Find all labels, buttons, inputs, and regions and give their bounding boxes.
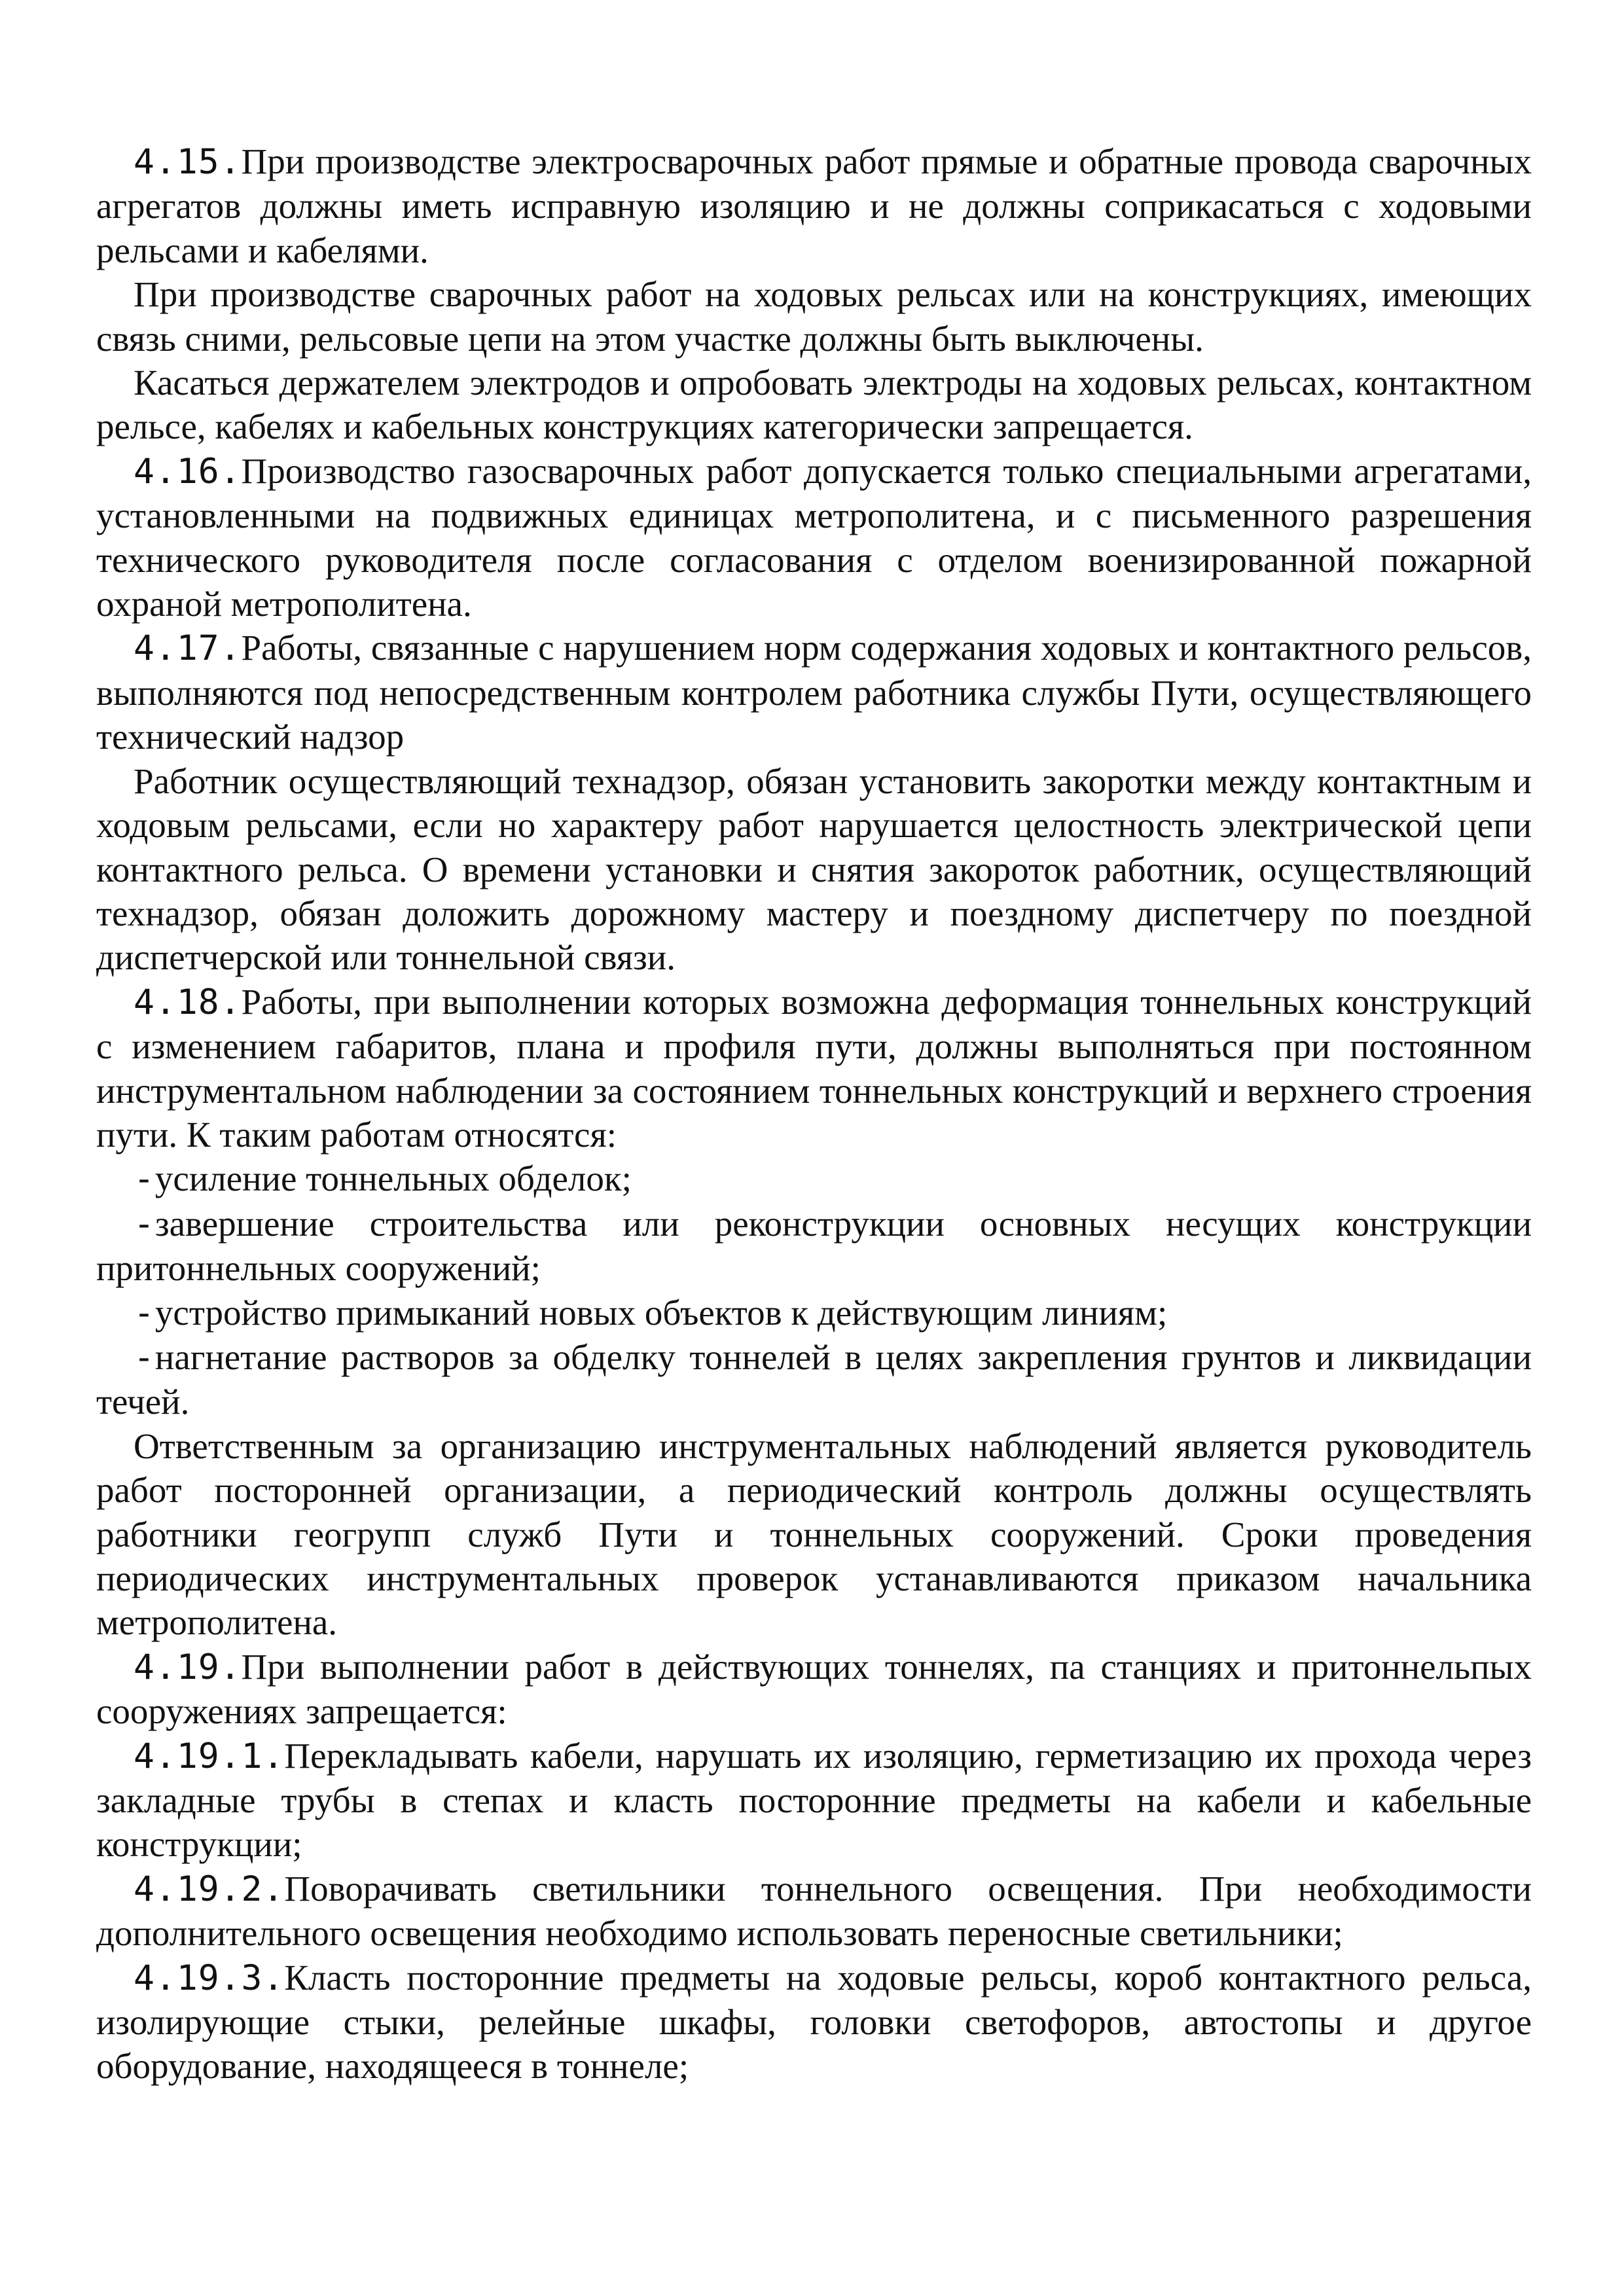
clause-number: 4.19.3. xyxy=(134,1958,285,1998)
clause-number: 4.19.2. xyxy=(134,1869,285,1909)
clause-number: 4.15. xyxy=(134,142,242,182)
paragraph-technical-supervisor xyxy=(96,759,1532,980)
list-item-lining-reinforcement xyxy=(96,1157,1532,1201)
list-item-text: завершение строительства или реконструкции основных несущих конструкции притоннельных сооружений; xyxy=(96,1203,1532,1289)
list-item-construction-completion xyxy=(96,1202,1532,1291)
paragraph-text: Поворачивать светильники тоннельного освещения. При необходимости дополнительного освещения необходимо использовать переносные светильники; xyxy=(96,1868,1532,1954)
list-item-text: усиление тоннельных обделок; xyxy=(154,1158,632,1199)
list-item-grout-injection xyxy=(96,1335,1532,1424)
paragraph-text: Производство газосварочных работ допускается только специальными агрегатами, установленными на подвижных единицах метрополитена, и с письменного разрешения технического руководителя после согласования с отделом военизированной пожарной охраной метрополитена. xyxy=(96,450,1532,624)
paragraph-electrode-holder xyxy=(96,361,1532,449)
paragraph-text: При выполнении работ в действующих тоннелях, па станциях и притоннельпых сооружениях запрещается: xyxy=(96,1646,1532,1732)
paragraph-responsible-person xyxy=(96,1424,1532,1645)
paragraph-text: Работник осуществляющий технадзор, обязан установить закоротки между контактным и ходовым рельсами, если но характеру работ нарушается целостность электрической цепи контактного рельса. О времени установки и снятия закороток работник, осуществляющий технадзор, обязан доложить дорожному мастеру и поездному диспетчеру по поездной диспетчерской или тоннельной связи. xyxy=(96,761,1532,978)
paragraph-text: Класть посторонние предметы на ходовые рельсы, короб контактного рельса, изолирующие стыки, релейные шкафы, головки светофоров, автостопы и другое оборудование, находящееся в тоннеле; xyxy=(96,1957,1532,2087)
clause-number: 4.19. xyxy=(134,1647,242,1687)
clause-number: 4.18. xyxy=(134,982,242,1022)
paragraph-text: Ответственным за организацию инструментальных наблюдений является руководитель работ посторонней организации, а периодический контроль должны осуществлять работники геогрупп служб Пути и тоннельных сооружений. Сроки проведения периодических инструментальных проверок устанавливаются приказом начальника метрополитена. xyxy=(96,1426,1532,1643)
paragraph-text: Работы, при выполнении которых возможна деформация тоннельных конструкций с изменением габаритов, плана и профиля пути, должны выполняться при постоянном инструментальном наблюдении за состоянием тоннельных конструкций и верхнего строения пути. К таким работам относятся: xyxy=(96,981,1532,1155)
paragraph-text: Касаться держателем электродов и опробовать электроды на ходовых рельсах, контактном рельсе, кабелях и кабельных конструкциях категорически запрещается. xyxy=(96,363,1532,447)
paragraph-4-19-2 xyxy=(96,1867,1532,1956)
paragraph-4-16 xyxy=(96,449,1532,626)
paragraph-text: Работы, связанные с нарушением норм содержания ходовых и контактного рельсов, выполняются под непосредственным контролем работника службы Пути, осуществляющего технический надзор xyxy=(96,628,1532,757)
paragraph-4-19 xyxy=(96,1645,1532,1734)
clause-number: 4.19.1. xyxy=(134,1736,285,1776)
list-dash: - xyxy=(134,1337,155,1378)
list-item-text: устройство примыканий новых объектов к действующим линиям; xyxy=(154,1292,1168,1333)
list-dash: - xyxy=(134,1159,155,1200)
paragraph-4-17 xyxy=(96,626,1532,759)
paragraph-4-19-1 xyxy=(96,1734,1532,1867)
paragraph-text: При производстве электросварочных работ прямые и обратные провода сварочных агрегатов должны иметь исправную изоляцию и не должны соприкасаться с ходовыми рельсами и кабелями. xyxy=(96,141,1532,270)
clause-number: 4.17. xyxy=(134,628,242,669)
list-dash: - xyxy=(134,1293,155,1333)
paragraph-text: При производстве сварочных работ на ходовых рельсах или на конструкциях, имеющих связь сними, рельсовые цепи на этом участке должны быть выключены. xyxy=(96,274,1532,359)
list-item-text: нагнетание растворов за обделку тоннелей в целях закрепления грунтов и ликвидации течей. xyxy=(96,1336,1532,1422)
document-body xyxy=(96,139,1532,2089)
list-item-new-objects-junction xyxy=(96,1291,1532,1335)
paragraph-4-19-3 xyxy=(96,1956,1532,2089)
list-dash: - xyxy=(134,1204,155,1244)
paragraph-4-18 xyxy=(96,980,1532,1157)
paragraph-welding-on-rails xyxy=(96,272,1532,361)
paragraph-4-15 xyxy=(96,139,1532,272)
paragraph-text: Перекладывать кабели, нарушать их изоляцию, герметизацию их прохода через закладные трубы в степах и класть посторонние предметы на кабели и кабельные конструкции; xyxy=(96,1735,1532,1865)
clause-number: 4.16. xyxy=(134,451,242,492)
